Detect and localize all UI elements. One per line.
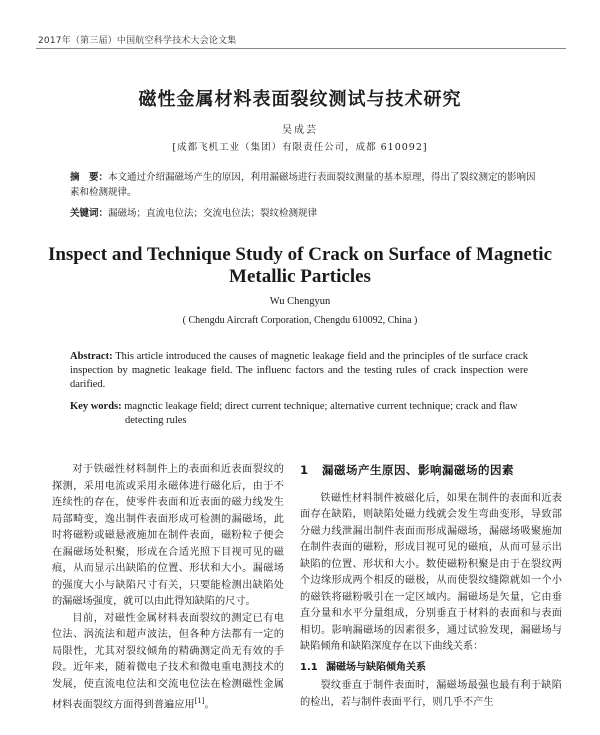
- citation-ref[interactable]: [1]: [194, 697, 205, 705]
- english-keywords-line2: detecting rules: [125, 415, 187, 426]
- body-paragraph: 铁磁性材料制件被磁化后，如果在制件的表面和近表面存在缺陷，则缺陷处磁力线就会发生弯曲变形，导致部分磁力线泄漏出制件表面而形成漏磁场，漏磁场吸聚施加在制件表面的磁粉，形成目视可见的磁痕，从而可显示出缺陷的位置、形状和大小。数使磁粉积聚是由于在裂纹两个边缘形成两个相反的磁极，从而使裂纹缝隙就如一个小的磁铁将磁粉吸引在一定区域内。漏磁场是矢量，它由垂直分量和水平分量组成，分别垂直于材料的表面和与表面相切。影响漏磁场的因素很多，通过试验发现，漏磁场与缺陷倾角和缺陷深度存在以下曲线关系：: [300, 492, 562, 652]
- english-keywords-line1: magnctic leakage field; direct current technique; alternative current technique; crack and flaw: [124, 401, 518, 412]
- subsection-number: 1.1: [300, 661, 318, 673]
- english-title: [0, 244, 600, 288]
- header-rule: [36, 48, 566, 49]
- chinese-keywords-label: 关键词：: [70, 208, 109, 219]
- english-author: Wu Chengyun: [269, 296, 331, 307]
- chinese-affiliation: [成都飞机工业（集团）有限责任公司，成都 610092]: [172, 142, 428, 153]
- english-title-line1: Inspect and Technique Study of Crack on Surface of Magnetic: [47, 244, 553, 265]
- english-abstract-label: Abstract:: [70, 351, 113, 362]
- chinese-keywords: [70, 205, 550, 219]
- chinese-abstract: [70, 170, 540, 200]
- body-paragraph: 裂纹垂直于制件表面时，漏磁场最强也最有利于缺陷的检出，若与制件表面平行，则几乎不产生: [300, 680, 562, 708]
- section-number: 1: [300, 463, 309, 477]
- english-keywords-label: Key words:: [70, 401, 122, 412]
- subsection-heading: [300, 660, 562, 677]
- left-column: [52, 462, 284, 714]
- body-paragraph-with-ref: [52, 611, 284, 714]
- body-paragraph: 对于铁磁性材料制件上的表面和近表面裂纹的探测，采用电流或采用永磁体进行磁化后，由于不连续性的存在，使零件表面和近表面的磁力线发生局部畸变，逸出制件表面形成可检测的漏磁场，此时将磁粉或磁悬液施加在制件表面，磁粉粒子便会在漏磁场处积聚，形成在合适光照下目视可见的磁痕，从而显示出缺陷的位置、形状和大小。漏磁场的强度大小与缺陷尺寸有关，只要能检测出缺陷处的漏磁场强度，就可以由此得知缺陷的尺寸。: [52, 464, 284, 607]
- section-title: 漏磁场产生原因、影响漏磁场的因素: [322, 463, 514, 477]
- chinese-keywords-text: 漏磁场；直流电位法；交流电位法；裂纹检测规律: [108, 208, 318, 219]
- section-heading: [300, 462, 562, 479]
- subsection-title: 漏磁场与缺陷倾角关系: [326, 661, 426, 673]
- chinese-abstract-label: 摘 要：: [70, 172, 109, 183]
- english-keywords: [70, 400, 540, 428]
- english-affiliation: ( Chengdu Aircraft Corporation, Chengdu 610092, China ): [182, 315, 418, 326]
- english-abstract: [70, 350, 528, 392]
- chinese-author: 吴成芸: [282, 125, 318, 136]
- body-paragraph-text: 目前，对磁性金属材料表面裂纹的测定已有电位法、涡流法和超声波法，但各种方法都有一定的局限性，尤其对裂纹倾角的精确测定尚无有效的手段。近年来，随着微电子技术和微电重电测技术的发展，使直流电位法和交流电位法在检测磁性金属材料表面裂纹方面得到普遍应用: [52, 612, 284, 711]
- english-title-line2: Metallic Particles: [229, 266, 371, 287]
- english-abstract-text: This article introduced the causes of magnetic leakage field and the principles of tle surface crack inspection by magnetic leakage field. The influenc factors and the testing rules of crack inspection were darified.: [70, 351, 529, 390]
- chinese-abstract-text: 本文通过介绍漏磁场产生的原因，利用漏磁场进行表面裂纹测量的基本原理，得出了裂纹测定的影响因素和检测规律。: [70, 172, 536, 198]
- running-header: 2017年（第三届）中国航空科学技术大会论文集: [38, 36, 237, 46]
- chinese-title: 磁性金属材料表面裂纹测试与技术研究: [138, 89, 462, 110]
- paragraph-end: 。: [204, 699, 215, 711]
- right-column: [300, 462, 562, 711]
